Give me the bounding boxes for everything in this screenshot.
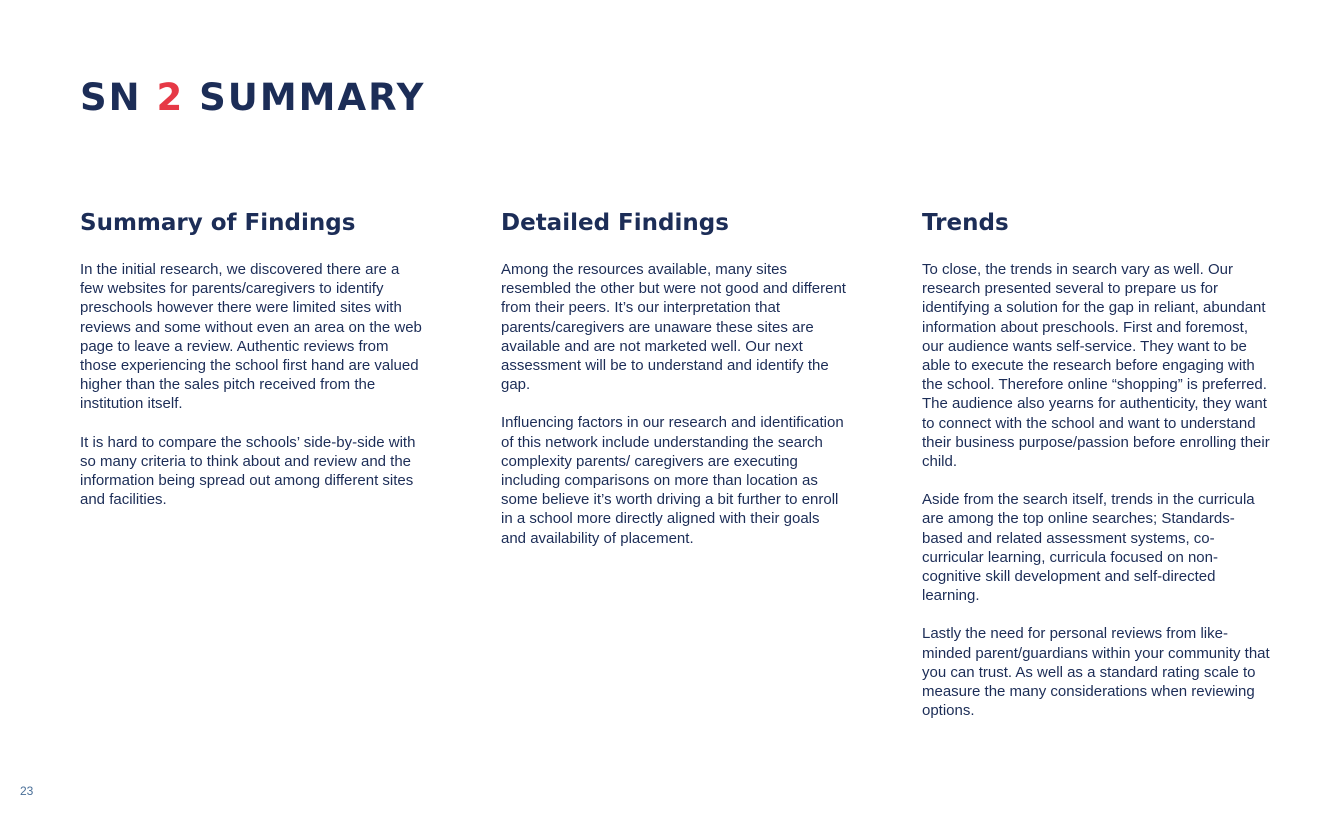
trends-paragraph-1: To close, the trends in search vary as well. Our research presented several to prepare us for identifying a solution for the gap in reliant, abundant information about preschools. First and foremost, our audience wants self-service. They want to be able to execute the research before engaging with the school. Therefore online “shopping” is preferred. The audience also yearns for authenticity, they want to connect with the school and want to understand their business purpose/passion before enrolling their child. xyxy=(922,261,1270,471)
summary-of-findings-column xyxy=(80,208,425,528)
page-title xyxy=(80,76,425,120)
page-title-number: 2 xyxy=(156,76,185,119)
detailed-paragraph-1: Among the resources available, many sites resembled the other but were not good and different from their peers. It’s our interpretation that parents/caregivers are unaware these sites are available and are not marketed well. Our next assessment will be to understand and identify the gap. xyxy=(501,261,846,394)
summary-paragraph-2: It is hard to compare the schools’ side-by-side with so many criteria to think about and review and the information being spread out among different sites and facilities. xyxy=(80,433,416,509)
page-title-suffix: SUMMARY xyxy=(199,76,426,119)
summary-of-findings-heading: Summary of Findings xyxy=(80,210,356,236)
trends-heading: Trends xyxy=(922,210,1009,236)
trends-column xyxy=(922,208,1272,739)
trends-paragraph-2: Aside from the search itself, trends in the curricula are among the top online searches; Standards-based and related assessment systems, co-curricular learning, curricula focused on non-cognitive skill development and self-directed learning. xyxy=(922,491,1255,605)
page-title-prefix: SN xyxy=(80,76,142,119)
summary-paragraph-1: In the initial research, we discovered there are a few websites for parents/caregivers to identify preschools however there were limited sites with reviews and some without even an area on the web page to leave a review. Authentic reviews from those experiencing the school first hand are valued higher than the sales pitch received from the institution itself. xyxy=(80,261,422,413)
detailed-paragraph-2: Influencing factors in our research and identification of this network include understanding the search complexity parents/ caregivers are executing including comparisons on more than location as some believe it’s worth driving a bit further to enroll in a school more directly aligned with their goals and availability of placement. xyxy=(501,414,844,547)
detailed-findings-heading: Detailed Findings xyxy=(501,210,729,236)
detailed-findings-column xyxy=(501,208,846,567)
page-number: 23 xyxy=(20,784,34,798)
trends-paragraph-3: Lastly the need for personal reviews from like-minded parent/guardians within your community that you can trust. As well as a standard rating scale to measure the many considerations when reviewing options. xyxy=(922,625,1270,720)
